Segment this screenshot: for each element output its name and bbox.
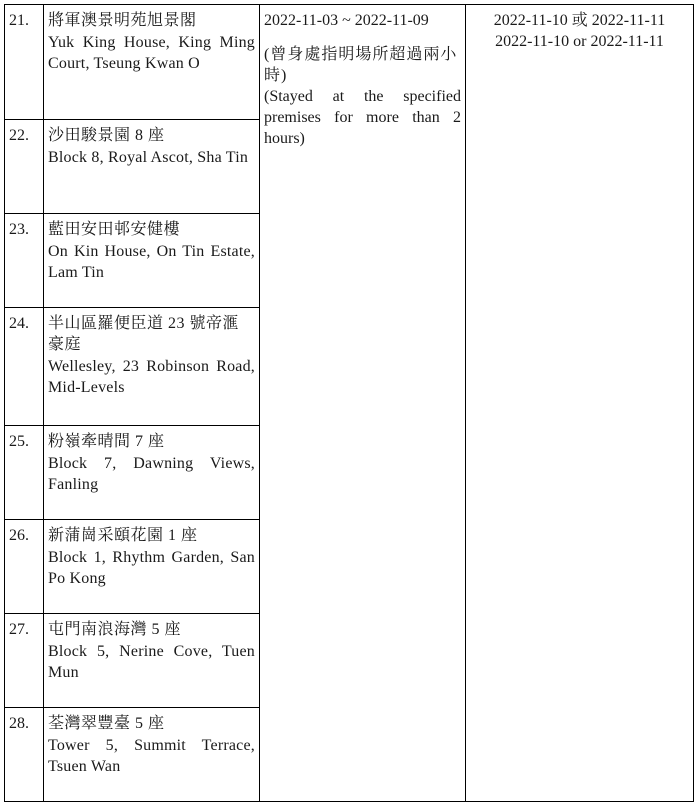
row-number: 25. [5,426,44,520]
premises-name-chinese: 屯門南浪海灣 5 座 [48,621,182,638]
premises-name-cell [44,708,260,802]
premises-name-english: Wellesley, 23 Robinson Road, Mid-Levels [48,358,255,396]
table-row [5,5,694,120]
premises-name-cell [44,614,260,708]
premises-name-cell [44,120,260,214]
stay-period-note-english: (Stayed at the specified premises for more than 2 hours) [264,88,461,147]
premises-name-english: On Kin House, On Tin Estate, Lam Tin [48,243,255,281]
premises-name-english: Block 7, Dawning Views, Fanling [48,455,255,493]
row-number: 23. [5,214,44,308]
premises-name-chinese: 粉嶺牽晴間 7 座 [48,433,165,450]
premises-name-cell [44,308,260,426]
premises-table [4,4,694,802]
stay-period-cell [260,5,466,802]
row-number: 26. [5,520,44,614]
premises-name-cell [44,5,260,120]
premises-name-english: Tower 5, Summit Terrace, Tsuen Wan [48,737,255,775]
premises-name-chinese: 藍田安田邨安健樓 [48,221,181,238]
premises-name-english: Block 5, Nerine Cove, Tuen Mun [48,643,255,681]
row-number: 28. [5,708,44,802]
premises-name-chinese: 半山區羅便臣道 23 號帝滙豪庭 [48,315,240,353]
premises-name-cell [44,214,260,308]
row-number: 24. [5,308,44,426]
stay-period-note-chinese: (曾身處指明場所超過兩小時) [264,46,458,84]
premises-name-english: Block 8, Royal Ascot, Sha Tin [48,149,249,166]
row-number: 27. [5,614,44,708]
row-number: 21. [5,5,44,120]
row-number: 22. [5,120,44,214]
test-date-english: 2022-11-10 or 2022-11-11 [495,33,664,50]
test-date-chinese: 2022-11-10 或 2022-11-11 [493,12,666,29]
premises-name-chinese: 新蒲崗采頤花園 1 座 [48,527,198,544]
premises-name-cell [44,426,260,520]
premises-name-chinese: 沙田駿景園 8 座 [48,127,165,144]
premises-name-chinese: 將軍澳景明苑旭景閣 [48,12,197,29]
stay-period-range: 2022-11-03 ~ 2022-11-09 [264,12,429,29]
premises-name-cell [44,520,260,614]
premises-name-english: Block 1, Rhythm Garden, San Po Kong [48,549,255,587]
premises-name-chinese: 荃灣翠豐臺 5 座 [48,715,165,732]
test-date-cell [466,5,694,802]
premises-name-english: Yuk King House, King Ming Court, Tseung Kwan O [48,34,255,72]
